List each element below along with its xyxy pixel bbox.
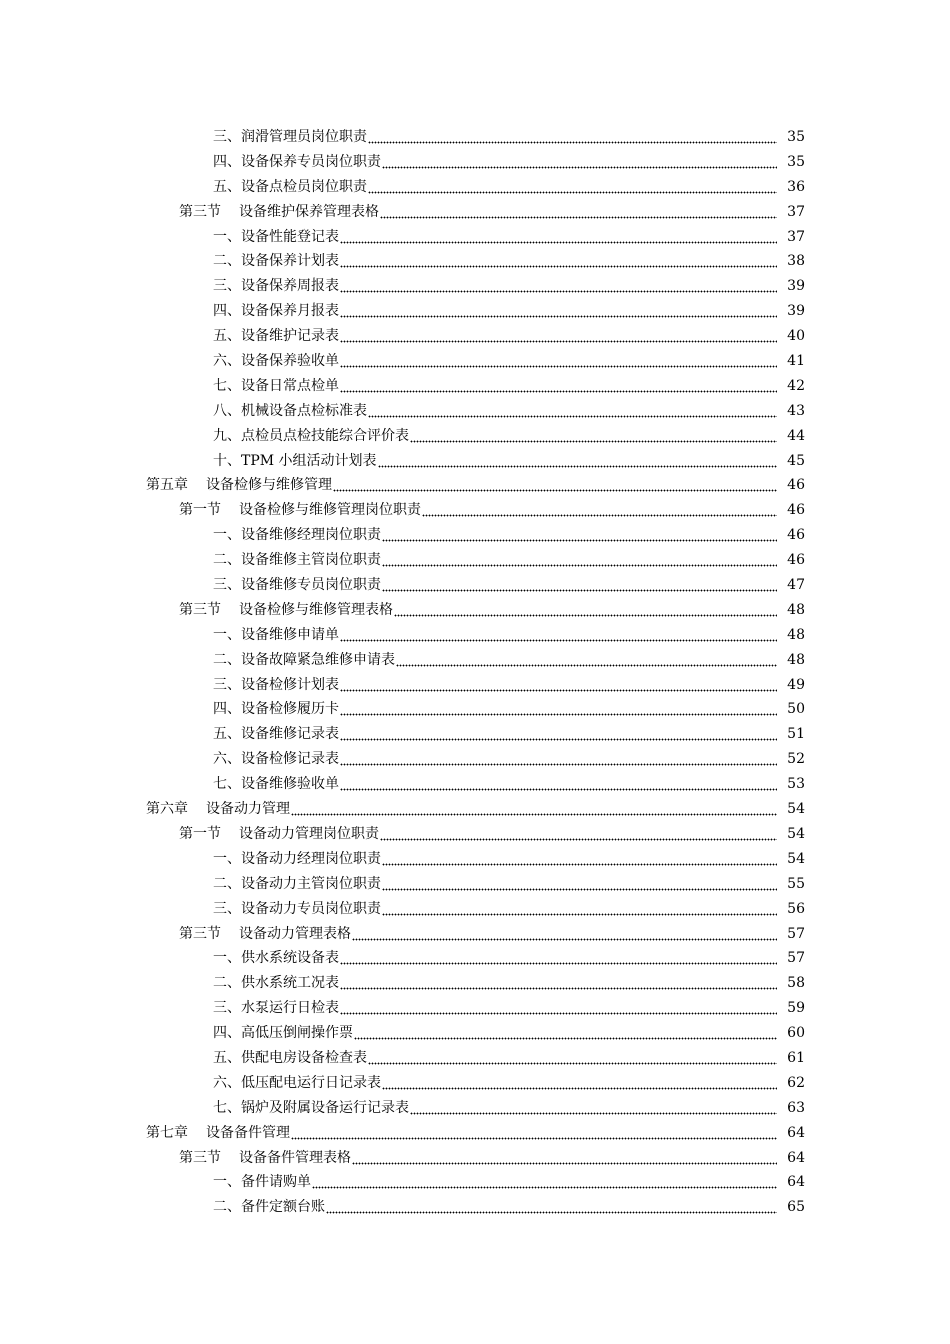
toc-entry[interactable] xyxy=(0,175,950,200)
toc-entry-label xyxy=(179,598,393,623)
toc-entry-title: 三、设备动力专员岗位职责 xyxy=(213,900,381,917)
toc-leader-dots xyxy=(382,150,777,175)
toc-leader-dots xyxy=(340,274,777,299)
toc-leader-dots xyxy=(352,1146,777,1171)
toc-entry[interactable] xyxy=(0,722,950,747)
toc-entry-label xyxy=(146,473,332,498)
toc-entry-page: 44 xyxy=(787,427,805,444)
toc-entry[interactable] xyxy=(0,872,950,897)
toc-entry[interactable] xyxy=(0,573,950,598)
toc-entry-label xyxy=(213,722,339,747)
toc-entry-page: 41 xyxy=(787,353,805,370)
toc-leader-dots xyxy=(340,971,777,996)
toc-entry-label xyxy=(213,1096,409,1121)
toc-entry[interactable] xyxy=(0,673,950,698)
toc-leader-dots xyxy=(382,1071,777,1096)
toc-entry-title: 五、供配电房设备检查表 xyxy=(213,1049,367,1066)
toc-entry-title: 七、锅炉及附属设备运行记录表 xyxy=(213,1099,409,1116)
toc-entry-page: 57 xyxy=(787,925,805,942)
toc-leader-dots xyxy=(326,1195,777,1220)
toc-leader-dots xyxy=(340,697,777,722)
toc-entry[interactable] xyxy=(0,1046,950,1071)
toc-entry-page: 52 xyxy=(787,751,805,768)
toc-entry-label xyxy=(179,1146,351,1171)
toc-entry[interactable] xyxy=(0,125,950,150)
toc-entry-page: 45 xyxy=(787,452,805,469)
toc-entry-label xyxy=(179,498,421,523)
toc-entry-title: 设备维护保养管理表格 xyxy=(239,203,379,220)
toc-entry-title: 一、供水系统设备表 xyxy=(213,950,339,967)
toc-leader-dots xyxy=(291,797,777,822)
toc-entry[interactable] xyxy=(0,922,950,947)
toc-entry-title: 设备检修与维修管理 xyxy=(206,477,332,494)
toc-entry-label xyxy=(213,249,339,274)
toc-entry-page: 51 xyxy=(787,726,805,743)
toc-leader-dots xyxy=(291,1121,777,1146)
toc-entry-page: 60 xyxy=(787,1025,805,1042)
toc-entry[interactable] xyxy=(0,324,950,349)
toc-entry-title: 设备备件管理表格 xyxy=(239,1149,351,1166)
toc-entry-title: 七、设备维修验收单 xyxy=(213,776,339,793)
toc-entry-title: 六、设备检修记录表 xyxy=(213,751,339,768)
toc-leader-dots xyxy=(368,399,777,424)
toc-entry-number: 第一节 xyxy=(179,825,221,842)
toc-entry[interactable] xyxy=(0,1195,950,1220)
toc-entry-label xyxy=(213,1195,325,1220)
toc-entry[interactable] xyxy=(0,150,950,175)
toc-leader-dots xyxy=(340,249,777,274)
toc-entry[interactable] xyxy=(0,897,950,922)
toc-entry-title: 八、机械设备点检标准表 xyxy=(213,402,367,419)
toc-entry-page: 61 xyxy=(787,1049,805,1066)
toc-entry-label xyxy=(179,200,379,225)
toc-entry-title: 四、设备保养月报表 xyxy=(213,303,339,320)
toc-entry-title: 二、设备动力主管岗位职责 xyxy=(213,875,381,892)
toc-leader-dots xyxy=(410,424,777,449)
toc-entry-title: 设备检修与维修管理岗位职责 xyxy=(239,502,421,519)
toc-entry[interactable] xyxy=(0,299,950,324)
toc-entry-title: 六、设备保养验收单 xyxy=(213,353,339,370)
toc-entry[interactable] xyxy=(0,1146,950,1171)
toc-entry[interactable] xyxy=(0,996,950,1021)
toc-entry-page: 54 xyxy=(787,850,805,867)
toc-entry-label xyxy=(213,996,339,1021)
toc-entry-title: 五、设备维修记录表 xyxy=(213,726,339,743)
toc-entry-title: 二、设备保养计划表 xyxy=(213,253,339,270)
toc-entry-page: 48 xyxy=(787,601,805,618)
toc-entry[interactable] xyxy=(0,747,950,772)
toc-entry-title: 设备备件管理 xyxy=(206,1124,290,1141)
toc-entry-page: 54 xyxy=(787,801,805,818)
toc-entry-label xyxy=(213,573,381,598)
toc-entry-page: 49 xyxy=(787,676,805,693)
toc-entry-title: 五、设备点检员岗位职责 xyxy=(213,178,367,195)
toc-entry-page: 46 xyxy=(787,527,805,544)
toc-entry-label xyxy=(213,747,339,772)
toc-leader-dots xyxy=(380,822,777,847)
toc-entry-number: 第三节 xyxy=(179,925,221,942)
toc-entry-title: 一、设备动力经理岗位职责 xyxy=(213,850,381,867)
toc-entry-label xyxy=(213,673,339,698)
toc-entry-label xyxy=(213,548,381,573)
toc-entry-label xyxy=(213,623,339,648)
toc-entry-page: 36 xyxy=(787,178,805,195)
toc-entry-page: 53 xyxy=(787,776,805,793)
toc-leader-dots xyxy=(340,324,777,349)
toc-leader-dots xyxy=(396,648,777,673)
toc-leader-dots xyxy=(352,922,777,947)
toc-entry-label xyxy=(213,1170,311,1195)
toc-entry-label xyxy=(146,1121,290,1146)
toc-entry-page: 37 xyxy=(787,228,805,245)
toc-entry[interactable] xyxy=(0,473,950,498)
toc-entry-title: 一、设备维修经理岗位职责 xyxy=(213,527,381,544)
toc-leader-dots xyxy=(340,299,777,324)
toc-entry-title: 一、设备维修申请单 xyxy=(213,626,339,643)
toc-entry[interactable] xyxy=(0,772,950,797)
toc-entry-label xyxy=(213,349,339,374)
toc-leader-dots xyxy=(382,523,777,548)
toc-leader-dots xyxy=(340,946,777,971)
toc-entry[interactable] xyxy=(0,1121,950,1146)
toc-entry-title: 四、设备检修履历卡 xyxy=(213,701,339,718)
toc-leader-dots xyxy=(382,897,777,922)
toc-entry[interactable] xyxy=(0,374,950,399)
toc-entry-page: 64 xyxy=(787,1149,805,1166)
toc-entry-label xyxy=(213,449,377,474)
toc-entry-label xyxy=(213,772,339,797)
toc-leader-dots xyxy=(340,225,777,250)
toc-leader-dots xyxy=(340,747,777,772)
toc-entry-label xyxy=(213,374,339,399)
toc-entry-label xyxy=(213,1046,367,1071)
toc-leader-dots xyxy=(354,1021,777,1046)
toc-entry-page: 50 xyxy=(787,701,805,718)
toc-leader-dots xyxy=(368,1046,777,1071)
toc-entry-title: 设备动力管理 xyxy=(206,801,290,818)
toc-entry-page: 38 xyxy=(787,253,805,270)
toc-entry-title: 九、点检员点检技能综合评价表 xyxy=(213,427,409,444)
toc-entry-number: 第五章 xyxy=(146,477,188,494)
toc-entry-title: 二、设备故障紧急维修申请表 xyxy=(213,651,395,668)
toc-entry-label xyxy=(213,648,395,673)
toc-leader-dots xyxy=(378,449,777,474)
toc-entry-title: 三、水泵运行日检表 xyxy=(213,1000,339,1017)
toc-entry-label xyxy=(213,424,409,449)
toc-entry-page: 55 xyxy=(787,875,805,892)
toc-leader-dots xyxy=(340,772,777,797)
toc-entry-title: 三、润滑管理员岗位职责 xyxy=(213,129,367,145)
toc-leader-dots xyxy=(340,349,777,374)
toc-entry-label xyxy=(213,872,381,897)
toc-entry-title: 十、TPM 小组活动计划表 xyxy=(213,452,377,469)
toc-entry-title: 三、设备维修专员岗位职责 xyxy=(213,577,381,594)
toc-entry-label xyxy=(213,125,367,150)
toc-entry-page: 59 xyxy=(787,1000,805,1017)
toc-leader-dots xyxy=(312,1170,777,1195)
toc-entry-page: 64 xyxy=(787,1174,805,1191)
toc-entry-label xyxy=(146,797,290,822)
toc-entry-label xyxy=(179,922,351,947)
toc-entry-label xyxy=(213,523,381,548)
toc-entry[interactable] xyxy=(0,623,950,648)
toc-entry[interactable] xyxy=(0,349,950,374)
toc-entry-page: 42 xyxy=(787,377,805,394)
toc-entry[interactable] xyxy=(0,200,950,225)
toc-leader-dots xyxy=(340,722,777,747)
toc-entry[interactable] xyxy=(0,399,950,424)
table-of-contents xyxy=(0,125,950,1220)
toc-leader-dots xyxy=(382,573,777,598)
toc-entry[interactable] xyxy=(0,225,950,250)
toc-entry-title: 四、设备保养专员岗位职责 xyxy=(213,153,381,170)
toc-entry-page: 46 xyxy=(787,552,805,569)
toc-entry-title: 设备动力管理岗位职责 xyxy=(239,825,379,842)
toc-entry-page: 54 xyxy=(787,825,805,842)
toc-entry[interactable] xyxy=(0,822,950,847)
toc-leader-dots xyxy=(410,1096,777,1121)
toc-entry-page: 47 xyxy=(787,577,805,594)
toc-leader-dots xyxy=(340,374,777,399)
toc-entry[interactable] xyxy=(0,1096,950,1121)
toc-entry-page: 40 xyxy=(787,328,805,345)
toc-entry-page: 43 xyxy=(787,402,805,419)
toc-entry[interactable] xyxy=(0,697,950,722)
toc-entry-title: 二、备件定额台账 xyxy=(213,1199,325,1216)
toc-entry-label xyxy=(213,324,339,349)
toc-entry-number: 第三节 xyxy=(179,1149,221,1166)
toc-entry-label xyxy=(213,971,339,996)
toc-entry-page: 35 xyxy=(787,153,805,170)
toc-entry-title: 四、高低压倒闸操作票 xyxy=(213,1025,353,1042)
toc-entry-page: 46 xyxy=(787,502,805,519)
toc-entry[interactable] xyxy=(0,1071,950,1096)
toc-entry-page: 63 xyxy=(787,1099,805,1116)
toc-entry-page: 65 xyxy=(787,1199,805,1216)
toc-entry[interactable] xyxy=(0,648,950,673)
toc-leader-dots xyxy=(340,996,777,1021)
toc-entry-title: 一、设备性能登记表 xyxy=(213,228,339,245)
toc-leader-dots xyxy=(382,548,777,573)
toc-entry-page: 35 xyxy=(787,129,805,145)
toc-entry[interactable] xyxy=(0,449,950,474)
toc-entry-page: 48 xyxy=(787,626,805,643)
toc-entry-number: 第七章 xyxy=(146,1124,188,1141)
toc-entry-page: 37 xyxy=(787,203,805,220)
toc-entry-title: 三、设备检修计划表 xyxy=(213,676,339,693)
toc-entry[interactable] xyxy=(0,249,950,274)
toc-entry-number: 第三节 xyxy=(179,601,221,618)
toc-leader-dots xyxy=(394,598,777,623)
toc-entry-label xyxy=(179,822,379,847)
toc-entry-number: 第三节 xyxy=(179,203,221,220)
toc-entry-label xyxy=(213,847,381,872)
toc-entry-page: 64 xyxy=(787,1124,805,1141)
toc-entry-number: 第一节 xyxy=(179,502,221,519)
toc-entry-label xyxy=(213,274,339,299)
toc-leader-dots xyxy=(340,623,777,648)
toc-entry-page: 48 xyxy=(787,651,805,668)
toc-entry-label xyxy=(213,150,381,175)
toc-leader-dots xyxy=(382,847,777,872)
toc-entry-page: 46 xyxy=(787,477,805,494)
toc-entry-label xyxy=(213,1071,381,1096)
toc-leader-dots xyxy=(382,872,777,897)
toc-entry-label xyxy=(213,946,339,971)
toc-entry-label xyxy=(213,175,367,200)
toc-entry[interactable] xyxy=(0,424,950,449)
toc-entry-label xyxy=(213,897,381,922)
toc-entry-title: 五、设备维护记录表 xyxy=(213,328,339,345)
toc-entry-title: 二、供水系统工况表 xyxy=(213,975,339,992)
toc-leader-dots xyxy=(380,200,777,225)
toc-entry[interactable] xyxy=(0,797,950,822)
toc-entry-page: 56 xyxy=(787,900,805,917)
toc-entry-label xyxy=(213,399,367,424)
toc-leader-dots xyxy=(340,673,777,698)
toc-leader-dots xyxy=(368,125,777,150)
toc-entry-page: 62 xyxy=(787,1074,805,1091)
toc-entry-title: 一、备件请购单 xyxy=(213,1174,311,1191)
toc-entry[interactable] xyxy=(0,971,950,996)
toc-entry-number: 第六章 xyxy=(146,801,188,818)
toc-entry[interactable] xyxy=(0,847,950,872)
toc-entry[interactable] xyxy=(0,598,950,623)
toc-entry[interactable] xyxy=(0,274,950,299)
toc-entry[interactable] xyxy=(0,548,950,573)
toc-entry-title: 设备动力管理表格 xyxy=(239,925,351,942)
toc-entry[interactable] xyxy=(0,523,950,548)
toc-entry-page: 39 xyxy=(787,303,805,320)
toc-entry-page: 58 xyxy=(787,975,805,992)
toc-entry-title: 设备检修与维修管理表格 xyxy=(239,601,393,618)
toc-entry-label xyxy=(213,1021,353,1046)
toc-entry-page: 57 xyxy=(787,950,805,967)
toc-entry-page: 39 xyxy=(787,278,805,295)
toc-entry[interactable] xyxy=(0,498,950,523)
toc-leader-dots xyxy=(333,473,777,498)
toc-entry-title: 二、设备维修主管岗位职责 xyxy=(213,552,381,569)
toc-entry[interactable] xyxy=(0,1170,950,1195)
toc-leader-dots xyxy=(422,498,777,523)
toc-entry-label xyxy=(213,697,339,722)
toc-entry-label xyxy=(213,299,339,324)
toc-entry[interactable] xyxy=(0,946,950,971)
toc-entry-title: 六、低压配电运行日记录表 xyxy=(213,1074,381,1091)
toc-entry[interactable] xyxy=(0,1021,950,1046)
toc-entry-title: 三、设备保养周报表 xyxy=(213,278,339,295)
toc-leader-dots xyxy=(368,175,777,200)
toc-entry-title: 七、设备日常点检单 xyxy=(213,377,339,394)
toc-entry-label xyxy=(213,225,339,250)
